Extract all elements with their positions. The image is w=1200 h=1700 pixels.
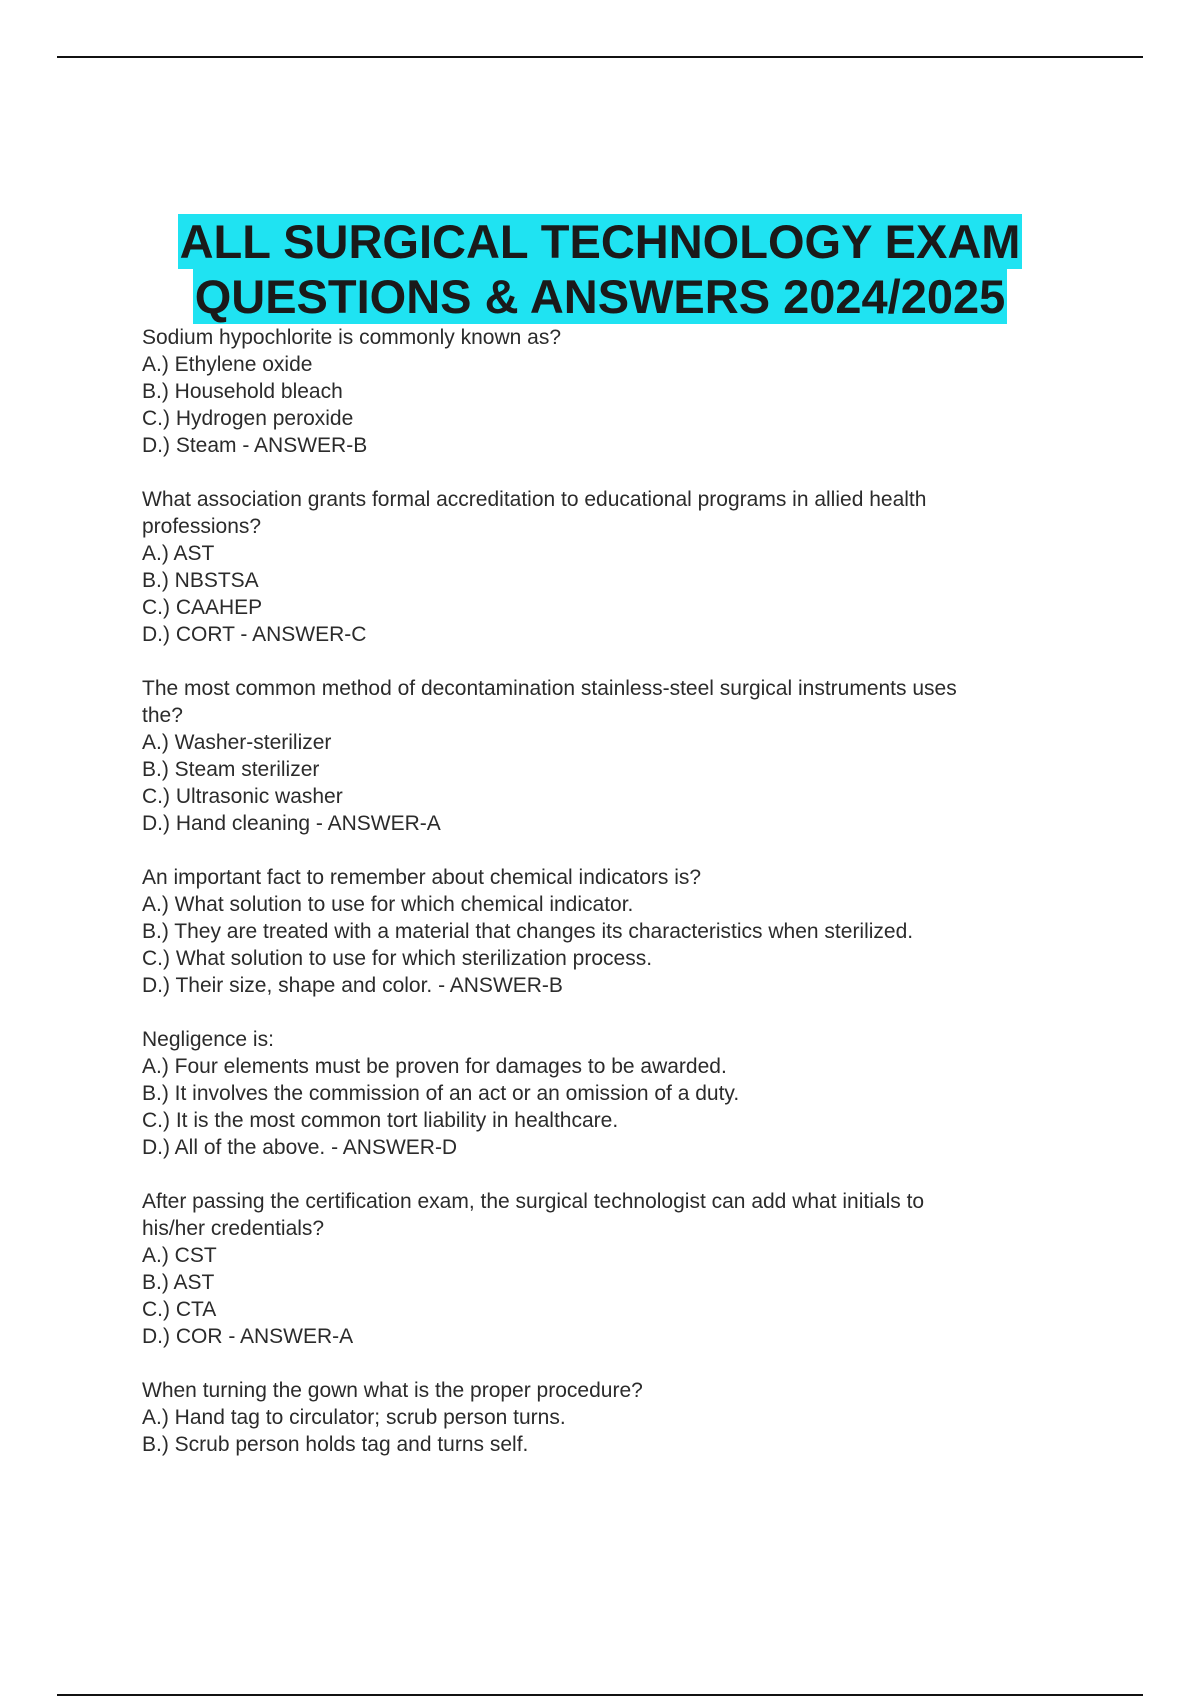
question-block xyxy=(142,864,1082,999)
bottom-rule xyxy=(57,1694,1143,1696)
option-a: A.) Hand tag to circulator; scrub person turns. xyxy=(142,1406,566,1429)
option-a: A.) AST xyxy=(142,542,215,565)
option-b: B.) They are treated with a material that changes its characteristics when sterilized. xyxy=(142,920,914,943)
option-b: B.) NBSTSA xyxy=(142,569,259,592)
question-text: After passing the certification exam, the surgical technologist can add what initials to xyxy=(142,1190,925,1213)
option-c: C.) Hydrogen peroxide xyxy=(142,407,354,430)
question-block xyxy=(142,486,1082,648)
option-b: B.) AST xyxy=(142,1271,215,1294)
document-title xyxy=(0,214,1200,324)
option-b: B.) Steam sterilizer xyxy=(142,758,320,781)
question-text: When turning the gown what is the proper procedure? xyxy=(142,1379,643,1402)
option-a: A.) Washer-sterilizer xyxy=(142,731,332,754)
question-list xyxy=(142,324,1082,1458)
option-c: C.) CTA xyxy=(142,1298,217,1321)
title-line-2: QUESTIONS & ANSWERS 2024/2025 xyxy=(194,270,1006,323)
title-line-1: ALL SURGICAL TECHNOLOGY EXAM xyxy=(179,215,1021,268)
option-b: B.) Scrub person holds tag and turns self. xyxy=(142,1433,529,1456)
option-c: C.) Ultrasonic washer xyxy=(142,785,343,808)
question-text-continued: the? xyxy=(142,704,183,727)
option-d-answer: D.) Hand cleaning - ANSWER-A xyxy=(142,812,441,835)
top-rule xyxy=(57,56,1143,58)
option-c: C.) What solution to use for which sterilization process. xyxy=(142,947,653,970)
question-text: Sodium hypochlorite is commonly known as? xyxy=(142,326,562,349)
option-c: C.) CAAHEP xyxy=(142,596,263,619)
option-d-answer: D.) All of the above. - ANSWER-D xyxy=(142,1136,458,1159)
option-a: A.) Ethylene oxide xyxy=(142,353,313,376)
option-b: B.) It involves the commission of an act or an omission of a duty. xyxy=(142,1082,740,1105)
question-text-continued: professions? xyxy=(142,515,262,538)
question-text: What association grants formal accreditation to educational programs in allied health xyxy=(142,488,927,511)
question-text: An important fact to remember about chemical indicators is? xyxy=(142,866,702,889)
option-d-answer: D.) Steam - ANSWER-B xyxy=(142,434,368,457)
question-block xyxy=(142,1188,1082,1350)
option-a: A.) CST xyxy=(142,1244,217,1267)
option-d-answer: D.) CORT - ANSWER-C xyxy=(142,623,367,646)
question-text-continued: his/her credentials? xyxy=(142,1217,325,1240)
question-block xyxy=(142,1377,1082,1458)
question-block xyxy=(142,1026,1082,1161)
option-b: B.) Household bleach xyxy=(142,380,343,403)
option-c: C.) It is the most common tort liability in healthcare. xyxy=(142,1109,619,1132)
question-text: The most common method of decontamination stainless-steel surgical instruments uses xyxy=(142,677,957,700)
option-d-answer: D.) COR - ANSWER-A xyxy=(142,1325,354,1348)
question-text: Negligence is: xyxy=(142,1028,274,1051)
question-block xyxy=(142,324,1082,459)
option-d-answer: D.) Their size, shape and color. - ANSWER-B xyxy=(142,974,563,997)
question-block xyxy=(142,675,1082,837)
option-a: A.) What solution to use for which chemical indicator. xyxy=(142,893,634,916)
option-a: A.) Four elements must be proven for damages to be awarded. xyxy=(142,1055,727,1078)
